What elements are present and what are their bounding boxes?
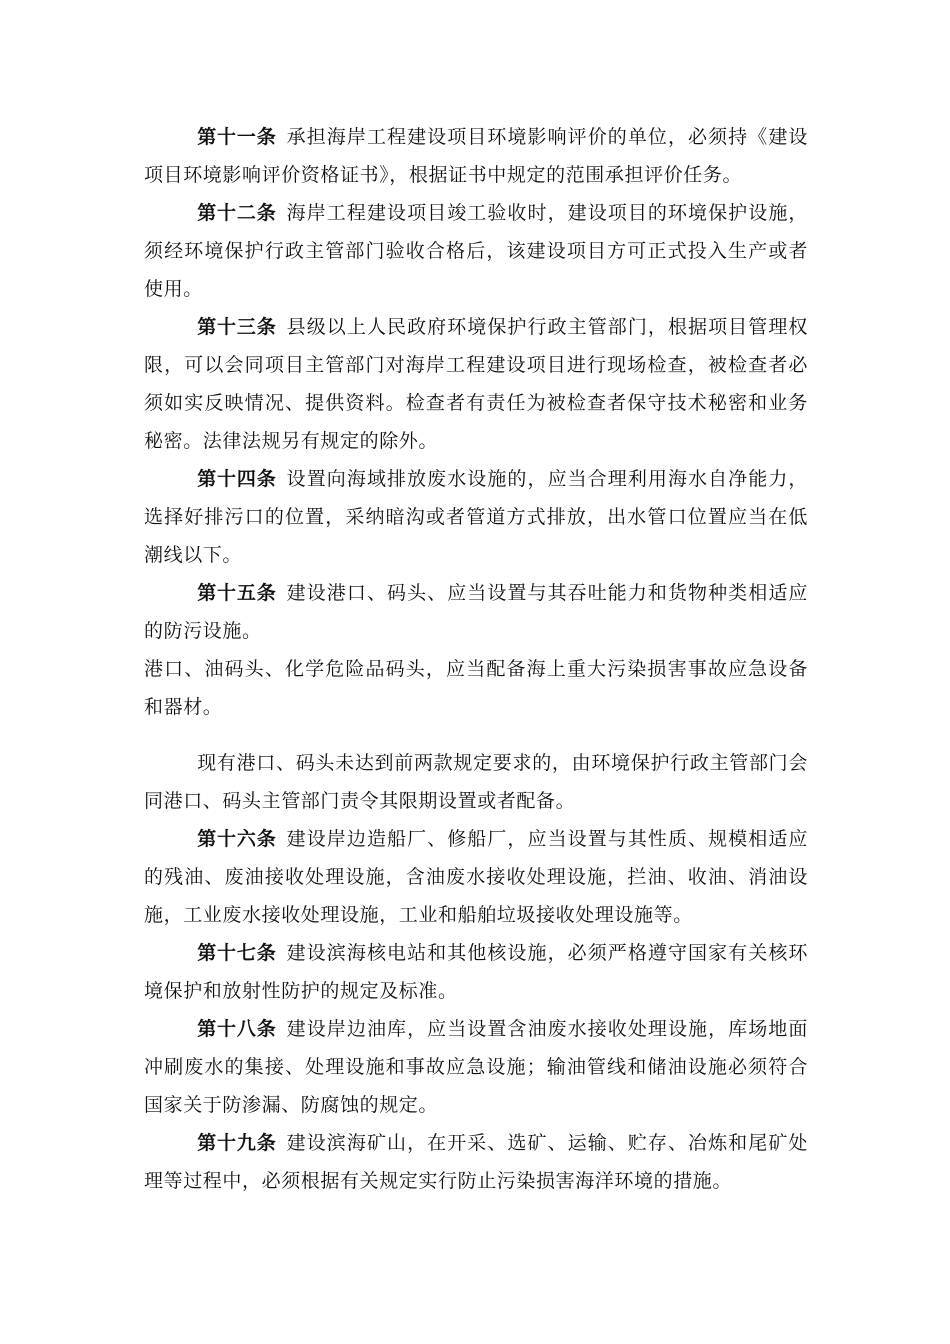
- article-19: [144, 1124, 808, 1200]
- article-15: [144, 574, 808, 650]
- article-text: 建设滨海核电站和其他核设施，必须严格遵守国家有关核环境保护和放射性防护的规定及标准。: [144, 942, 808, 1002]
- article-number: 第十八条: [197, 1018, 277, 1040]
- article-13: [144, 308, 808, 460]
- document-body: [144, 118, 808, 1200]
- article-number: 第十三条: [197, 316, 277, 338]
- article-number: 第十五条: [197, 582, 277, 604]
- article-15-clause-3: 现有港口、码头未达到前两款规定要求的，由环境保护行政主管部门会同港口、码头主管部门责令其限期设置或者配备。: [144, 752, 808, 812]
- article-11: [144, 118, 808, 194]
- article-number: 第十六条: [197, 828, 277, 850]
- article-number: 第十二条: [197, 202, 277, 224]
- article-number: 第十九条: [197, 1132, 277, 1154]
- article-15-clause-2: 港口、油码头、化学危险品码头，应当配备海上重大污染损害事故应急设备和器材。: [144, 658, 808, 718]
- article-text: 承担海岸工程建设项目环境影响评价的单位，必须持《建设项目环境影响评价资格证书》，根据证书中规定的范围承担评价任务。: [144, 126, 808, 186]
- article-text: 建设岸边造船厂、修船厂，应当设置与其性质、规模相适应的残油、废油接收处理设施，含油废水接收处理设施，拦油、收油、消油设施，工业废水接收处理设施，工业和船舶垃圾接收处理设施等。: [144, 828, 808, 926]
- article-number: 第十四条: [197, 468, 277, 490]
- article-text: 设置向海域排放废水设施的，应当合理利用海水自净能力，选择好排污口的位置，采纳暗沟或者管道方式排放，出水管口位置应当在低潮线以下。: [144, 468, 808, 566]
- article-text: 海岸工程建设项目竣工验收时，建设项目的环境保护设施，须经环境保护行政主管部门验收合格后，该建设项目方可正式投入生产或者使用。: [144, 202, 808, 300]
- article-text: 建设岸边油库，应当设置含油废水接收处理设施，库场地面冲刷废水的集接、处理设施和事故应急设施；输油管线和储油设施必须符合国家关于防渗漏、防腐蚀的规定。: [144, 1018, 808, 1116]
- article-text: 县级以上人民政府环境保护行政主管部门，根据项目管理权限，可以会同项目主管部门对海岸工程建设项目进行现场检查，被检查者必须如实反映情况、提供资料。检查者有责任为被检查者保守技术秘密和业务秘密。法律法规另有规定的除外。: [144, 316, 808, 452]
- article-16: [144, 820, 808, 934]
- article-12: [144, 194, 808, 308]
- article-number: 第十七条: [197, 942, 277, 964]
- article-number: 第十一条: [197, 126, 277, 148]
- article-17: [144, 934, 808, 1010]
- article-text: 建设滨海矿山，在开采、选矿、运输、贮存、冶炼和尾矿处理等过程中，必须根据有关规定实行防止污染损害海洋环境的措施。: [144, 1132, 808, 1192]
- article-text: 建设港口、码头、应当设置与其吞吐能力和货物种类相适应的防污设施。: [144, 582, 808, 642]
- article-14: [144, 460, 808, 574]
- article-18: [144, 1010, 808, 1124]
